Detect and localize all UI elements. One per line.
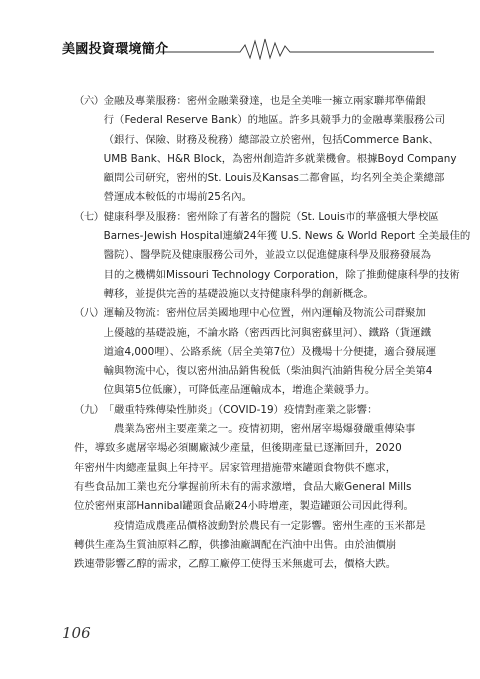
paragraph — [74, 517, 434, 575]
text-line: 醫院）、醫學院及健康服務公司外，並設立以促進健康科學及服務發展為 — [103, 249, 431, 262]
paragraph — [74, 420, 434, 516]
list-item — [74, 92, 457, 208]
item-text — [104, 92, 457, 208]
item-text — [104, 304, 436, 400]
text-line: 運輸及物流：密州位居美國地理中心位置，州內運輸及物流公司群聚加 — [103, 307, 426, 320]
item-number: （八） — [74, 307, 104, 320]
text-line: 跌連帶影響乙醇的需求，乙醇工廠停工使得玉米無處可去，價格大跌。 — [74, 558, 397, 571]
text-line: 健康科學及服務：密州除了有著名的醫院（St. Louis市的華盛頓大學校區 — [103, 210, 439, 223]
text-line: 位於密州東部Hannibal罐頭食品廠24小時增產，製造罐頭公司因此得利。 — [74, 500, 414, 513]
text-line: 行（Federal Reserve Bank）的地區。許多具競爭力的金融專業服務公司 — [103, 114, 446, 127]
list-item — [74, 304, 437, 400]
text-line: 「嚴重特殊傳染性肺炎」（COVID-19）疫情對產業之影響： — [103, 403, 378, 416]
text-line: 有些食品加工業也充分掌握前所未有的需求激增，食品大廠General Mills — [74, 480, 412, 493]
text-line: 農業為密州主要產業之一。疫情初期，密州屠宰場爆發嚴重傳染事 — [114, 423, 416, 436]
text-line: 上優越的基礎設施，不論水路（密西西比河與密蘇里河）、鐵路（貨運鐵 — [103, 326, 431, 339]
document-body — [74, 92, 471, 574]
list-item — [74, 401, 434, 420]
text-line: 營運成本較低的市場前25名內。 — [103, 191, 252, 204]
text-line: 轉供生產為生質油原料乙醇，供摻油廠調配在汽油中出售。由於油價崩 — [74, 538, 397, 551]
text-line: 疫情造成農產品價格波動對於農民有一定影響。密州生產的玉米都是 — [114, 519, 426, 532]
item-text — [104, 208, 471, 304]
text-line: （銀行、保險、財務及稅務）總部設立於密州，包括Commerce Bank、 — [103, 133, 439, 146]
item-number: （六） — [74, 95, 104, 107]
list-item — [74, 208, 471, 304]
text-line: 目的之機構如Missouri Technology Corporation，除了推動健康科學的技術 — [103, 268, 460, 281]
text-line: 道逾4,000哩）、公路系統（居全美第7位）及機場十分便捷，適合發展運 — [103, 345, 437, 358]
text-line: 位與第5位低廉），可降低產品運輸成本，增進企業競爭力。 — [103, 384, 376, 397]
running-header — [62, 36, 434, 60]
text-line: 輸與物流中心，復以密州油品銷售稅低（柴油與汽油銷售稅分居全美第4 — [103, 365, 433, 378]
text-line: Barnes-Jewish Hospital連續24年獲 U.S. News & World Report 全美最佳的 — [103, 230, 471, 243]
text-line: UMB Bank、H&R Block，為密州創造許多就業機會。根據Boyd Company — [103, 152, 457, 165]
text-line: 金融及專業服務：密州金融業發達，也是全美唯一擁立兩家聯邦準備銀 — [103, 95, 426, 107]
item-number: （九） — [74, 403, 104, 416]
item-text — [104, 401, 434, 420]
item-number: （七） — [74, 210, 104, 223]
text-line: 年密州牛肉總產量與上年持平。居家管理措施帶來罐頭食物供不應求， — [74, 461, 397, 474]
text-line: 轉移，並提供完善的基礎設施以支持健康科學的創新概念。 — [103, 287, 374, 300]
header-title: 美國投資環境簡介 — [62, 42, 169, 57]
text-line: 件，導致多處屠宰場必須關廠減少產量，但後期產量已逐漸回升，2020 — [74, 442, 402, 455]
page-number: 106 — [62, 624, 91, 642]
text-line: 顧問公司研究，密州的St. Louis及Kansas二都會區，均名列全美企業總部 — [103, 172, 445, 185]
